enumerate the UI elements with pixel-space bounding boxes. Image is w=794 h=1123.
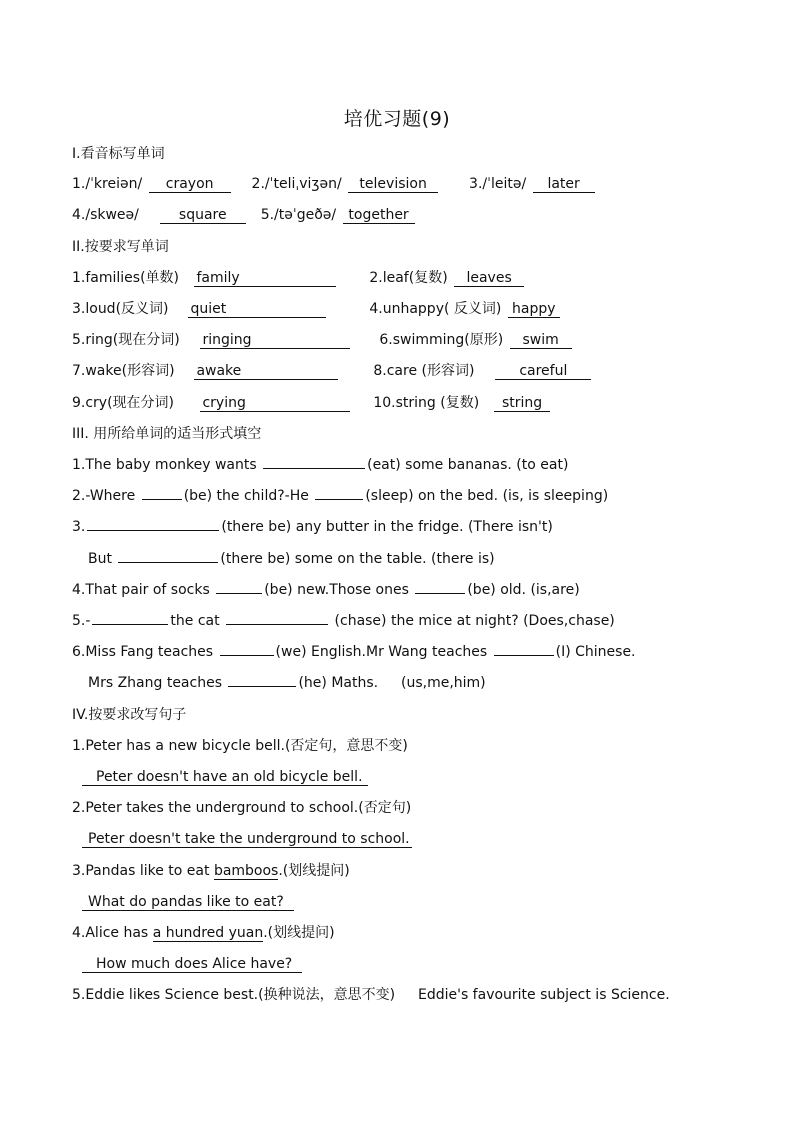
s2-a3: quiet [188,301,326,318]
s3-l5-text-b: (be) new.Those ones [264,582,409,598]
s4-a3 [80,891,296,913]
s1-a1: crayon [149,176,231,193]
s3-line-7 [72,641,636,663]
s3-l2-blank-1[interactable] [142,485,182,500]
s3-line-1 [72,454,568,476]
s3-l7-blank-1[interactable] [220,641,274,656]
section-3-heading: III. 用所给单词的适当形式填空 [72,426,262,442]
s4-a1-text: Peter doesn't have an old bicycle bell. [82,769,368,786]
s3-line-5 [72,579,580,601]
s3-l3-blank[interactable] [87,516,219,531]
s2-a2: leaves [454,270,524,287]
s1-a4: square [160,207,246,224]
s2-a1: family [194,270,336,287]
s3-line-6 [72,610,615,632]
s2-q2: 2.leaf(复数) [369,270,448,286]
s2-row-3 [72,329,574,351]
s4-q3-text-b: .(划线提问) [278,863,350,879]
s4-q3 [72,860,350,882]
s4-q2: 2.Peter takes the underground to school.(否定句) [72,800,412,816]
s4-a2-text: Peter doesn't take the underground to school. [82,831,412,848]
s2-a6: swim [510,332,572,349]
s4-a4 [80,953,304,975]
s3-l7-blank-2[interactable] [494,641,554,656]
s2-row-5 [72,392,552,414]
s3-l1-blank[interactable] [263,454,365,469]
s4-q5-text: 5.Eddie likes Science best.(换种说法，意思不变) [72,987,396,1003]
s4-q4-text-b: .(划线提问) [263,925,335,941]
s4-q4-text-a: 4.Alice has [72,925,149,941]
s2-q3: 3.loud(反义词) [72,301,169,317]
section-1-heading: I.看音标写单词 [72,146,165,162]
s2-q5: 5.ring(现在分词) [72,332,180,348]
s1-row-2 [72,204,417,226]
s1-q4: 4./skweə/ [72,207,139,223]
s2-a7: awake [194,363,338,380]
s4-q1: 1.Peter has a new bicycle bell.(否定句，意思不变) [72,738,408,754]
s1-q3: 3./ˈleitə/ [469,176,527,192]
s4-a3-text: What do pandas like to eat? [82,894,294,911]
s2-q1: 1.families(单数) [72,270,180,286]
s3-l8-text-a: Mrs Zhang teaches [88,675,222,691]
s3-line-8 [88,672,486,694]
s4-a5-text: Eddie's favourite subject is Science. [417,987,670,1003]
page-title: 培优习题(9) [343,108,451,130]
s2-a9: crying [200,395,350,412]
s2-row-1 [72,267,526,289]
s3-l2-blank-2[interactable] [315,485,363,500]
s3-l2-text-a: 2.-Where [72,488,136,504]
s3-l7-text-b: (we) English.Mr Wang teaches [275,644,488,660]
s3-l6-text-c: (chase) the mice at night? (Does,chase) [334,613,615,629]
s2-row-2 [72,298,562,320]
s1-q1: 1./ˈkreiən/ [72,176,143,192]
s4-q4 [72,922,335,944]
s3-l6-text-a: 5.- [72,613,91,629]
s3-l1-text-a: 1.The baby monkey wants [72,457,257,473]
s3-l5-text-a: 4.That pair of socks [72,582,210,598]
s4-a2 [80,828,414,850]
s3-l7-text-c: (I) Chinese. [555,644,636,660]
s3-l6-text-b: the cat [170,613,220,629]
s2-q6: 6.swimming(原形) [379,332,504,348]
s1-a2: television [348,176,438,193]
s2-q9: 9.cry(现在分词) [72,395,175,411]
s3-line-4 [88,548,495,570]
s3-l5-blank-1[interactable] [216,579,262,594]
s3-l5-text-c: (be) old. (is,are) [467,582,580,598]
s3-l2-text-c: (sleep) on the bed. (is, is sleeping) [365,488,609,504]
s1-q5: 5./təˈgeðə/ [260,207,337,223]
s2-row-4 [72,360,593,382]
s2-a4: happy [508,301,560,318]
s2-a5: ringing [200,332,350,349]
s3-line-2 [72,485,608,507]
s1-q2: 2./ˈteliˌviʒən/ [251,176,342,192]
s2-q8: 8.care (形容词) [373,363,475,379]
s1-row-1 [72,173,597,195]
s3-l6-blank-1[interactable] [92,610,168,625]
s3-l7-text-a: 6.Miss Fang teaches [72,644,214,660]
s3-l8-blank[interactable] [228,672,296,687]
s3-l4-blank[interactable] [118,548,218,563]
s3-l5-blank-2[interactable] [415,579,465,594]
s4-q4-underlined: a hundred yuan [152,925,264,941]
s3-l8-text-b: (he) Maths. [298,675,379,691]
s1-a3: later [533,176,595,193]
section-4-heading: IV.按要求改写句子 [72,707,187,723]
s3-l1-text-b: (eat) some bananas. (to eat) [367,457,569,473]
s2-q4: 4.unhappy( 反义词) [369,301,502,317]
s1-a5: together [343,207,415,224]
s2-q7: 7.wake(形容词) [72,363,175,379]
s3-l4-text-a: But [88,551,112,567]
s4-q3-underlined: bamboos [213,863,279,879]
section-2-heading: II.按要求写单词 [72,239,169,255]
s2-a10: string [494,395,550,412]
s2-a8: careful [495,363,591,380]
s4-q3-text-a: 3.Pandas like to eat [72,863,210,879]
s3-line-3 [72,516,553,538]
s3-l8-text-c: (us,me,him) [400,675,486,691]
s3-l2-text-b: (be) the child?-He [183,488,309,504]
s4-a4-text: How much does Alice have? [82,956,302,973]
s3-l6-blank-2[interactable] [226,610,328,625]
s4-a1 [80,766,370,788]
s3-l3-text-b: (there be) any butter in the fridge. (There isn't) [221,519,553,535]
s3-l4-text-b: (there be) some on the table. (there is) [220,551,495,567]
s3-l3-text-a: 3. [72,519,86,535]
s4-q5 [72,984,670,1006]
s2-q10: 10.string (复数) [373,395,480,411]
